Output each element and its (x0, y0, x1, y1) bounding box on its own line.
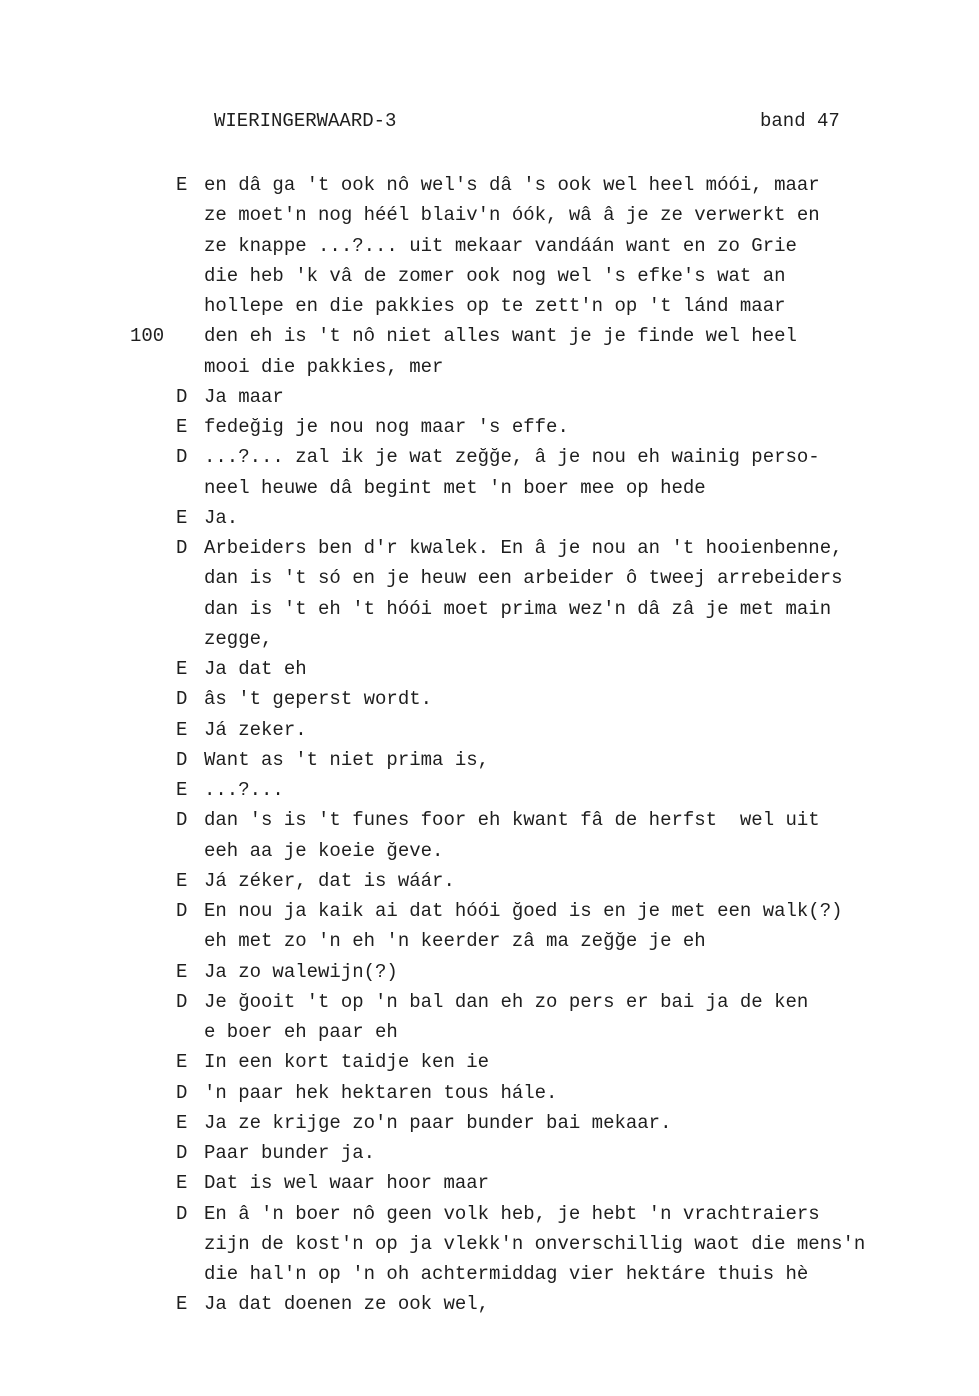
transcript-line (0, 775, 979, 805)
line-text: hollepe en die pakkies op te zett'n op 't lánd maar (204, 295, 786, 317)
line-text: Ja dat eh (204, 658, 307, 680)
line-text: In een kort taidje ken ie (204, 1051, 490, 1074)
transcript-line (0, 594, 979, 624)
transcript-line (0, 1168, 979, 1198)
speaker-label: D (176, 809, 188, 832)
transcript-line (0, 745, 979, 775)
transcript-line (0, 684, 979, 714)
speaker-label: E (176, 506, 188, 529)
speaker-label: D (176, 900, 188, 922)
speaker-label: E (176, 1293, 188, 1316)
transcript-line (0, 261, 979, 291)
speaker-label: D (176, 385, 188, 408)
speaker-label: E (176, 658, 188, 680)
transcript-line (0, 352, 979, 382)
transcript-line (0, 503, 979, 533)
line-text: 'n paar hek hektaren tous hále. (204, 1081, 558, 1104)
speaker-label: D (176, 688, 188, 711)
speaker-label: E (176, 174, 188, 196)
speaker-label: D (176, 537, 188, 559)
line-text: die heb 'k vâ de zomer ook nog wel 's efke's wat an (204, 264, 786, 287)
line-text: neel heuwe dâ begint met 'n boer mee op hede (204, 476, 706, 499)
transcript-line (0, 170, 979, 200)
transcript-line (0, 1289, 979, 1319)
transcript-line (0, 1078, 979, 1108)
transcript-line (0, 442, 979, 472)
transcript-line (0, 1047, 979, 1077)
line-text: ...?... (204, 779, 284, 801)
speaker-label: D (176, 446, 188, 469)
transcript-line (0, 654, 979, 684)
speaker-label: D (176, 1202, 188, 1225)
transcript-line (0, 412, 979, 442)
line-text: En â 'n boer nô geen volk heb, je hebt 'n vrachtraiers (204, 1202, 820, 1225)
transcript-line (0, 382, 979, 412)
transcript-line (0, 563, 979, 593)
speaker-label: E (176, 1172, 188, 1195)
line-text: Dat is wel waar hoor maar (204, 1172, 490, 1195)
line-text: zegge, (204, 627, 273, 650)
transcript-line (0, 473, 979, 503)
transcript-line (0, 1138, 979, 1168)
line-text: en dâ ga 't ook nô wel's dâ 's ook wel heel móói, maar (204, 174, 820, 196)
line-text: Ja dat doenen ze ook wel, (204, 1293, 490, 1316)
line-text: dan 's is 't funes foor eh kwant fâ de herfst wel uit (204, 809, 820, 832)
line-text: ...?... zal ik je wat zeğğe, â je nou eh wainig perso- (204, 446, 820, 469)
line-text: Je ğooit 't op 'n bal dan eh zo pers er bai ja de ken (204, 990, 809, 1013)
line-text: Ja. (204, 506, 239, 529)
transcript-line (0, 805, 979, 835)
transcript-line (0, 866, 979, 896)
transcript-lines (0, 170, 979, 1320)
line-text: fedeğig je nou nog maar 's effe. (204, 416, 569, 438)
tape-number: band 47 (760, 110, 840, 132)
speaker-label: E (176, 1051, 188, 1074)
line-text: zijn de kost'n op ja vlekk'n onverschillig waot die mens'n (204, 1232, 866, 1255)
line-text: âs 't geperst wordt. (204, 688, 433, 711)
transcript-line (0, 1199, 979, 1229)
document-title: WIERINGERWAARD-3 (214, 110, 397, 132)
speaker-label: E (176, 960, 188, 983)
line-text: dan is 't eh 't hóói moet prima wez'n dâ zâ je met main (204, 597, 832, 620)
line-text: mooi die pakkies, mer (204, 355, 444, 378)
line-text: Want as 't niet prima is, (204, 748, 490, 771)
speaker-label: D (176, 748, 188, 771)
line-text: dan is 't só en je heuw een arbeider ô tweej arrebeiders (204, 567, 843, 590)
transcript-line (0, 200, 979, 230)
line-text: die hal'n op 'n oh achtermiddag vier hektáre thuis hè (204, 1263, 809, 1285)
transcript-line (0, 836, 979, 866)
speaker-label: E (176, 1111, 188, 1134)
line-text: Já zeker. (204, 718, 307, 741)
transcript-line (0, 291, 979, 321)
transcript-line (0, 957, 979, 987)
transcript-line (0, 896, 979, 926)
line-text: Ja zo walewijn(?) (204, 960, 398, 983)
transcript-line (0, 1108, 979, 1138)
transcript-line (0, 1017, 979, 1047)
transcript-line (0, 321, 979, 351)
line-text: Ja maar (204, 385, 284, 408)
line-text: e boer eh paar eh (204, 1021, 398, 1043)
speaker-label: E (176, 869, 188, 892)
line-text: Ja ze krijge zo'n paar bunder bai mekaar. (204, 1111, 672, 1134)
transcript-line (0, 1259, 979, 1289)
line-text: den eh is 't nô niet alles want je je finde wel heel (204, 325, 797, 348)
line-text: Paar bunder ja. (204, 1142, 376, 1164)
line-text: eeh aa je koeie ğeve. (204, 839, 444, 862)
line-text: En nou ja kaik ai dat hóói ğoed is en je met een walk(?) (204, 900, 843, 922)
line-text: Já zéker, dat is wáár. (204, 869, 455, 892)
speaker-label: D (176, 1142, 188, 1164)
transcript-line (0, 987, 979, 1017)
transcript-line (0, 926, 979, 956)
speaker-label: D (176, 1081, 188, 1104)
line-text: Arbeiders ben d'r kwalek. En â je nou an 't hooienbenne, (204, 537, 843, 559)
speaker-label: E (176, 718, 188, 741)
speaker-label: E (176, 779, 188, 801)
transcript-line (0, 533, 979, 563)
line-text: ze moet'n nog héél blaiv'n óók, wâ â je ze verwerkt en (204, 204, 820, 227)
transcript-line (0, 1229, 979, 1259)
line-text: ze knappe ...?... uit mekaar vandáán want en zo Grie (204, 234, 797, 257)
transcript-line (0, 624, 979, 654)
transcript-line (0, 231, 979, 261)
speaker-label: D (176, 990, 188, 1013)
line-number: 100 (130, 325, 165, 348)
transcript-line (0, 715, 979, 745)
line-text: eh met zo 'n eh 'n keerder zâ ma zeğğe je eh (204, 930, 706, 953)
speaker-label: E (176, 416, 188, 438)
